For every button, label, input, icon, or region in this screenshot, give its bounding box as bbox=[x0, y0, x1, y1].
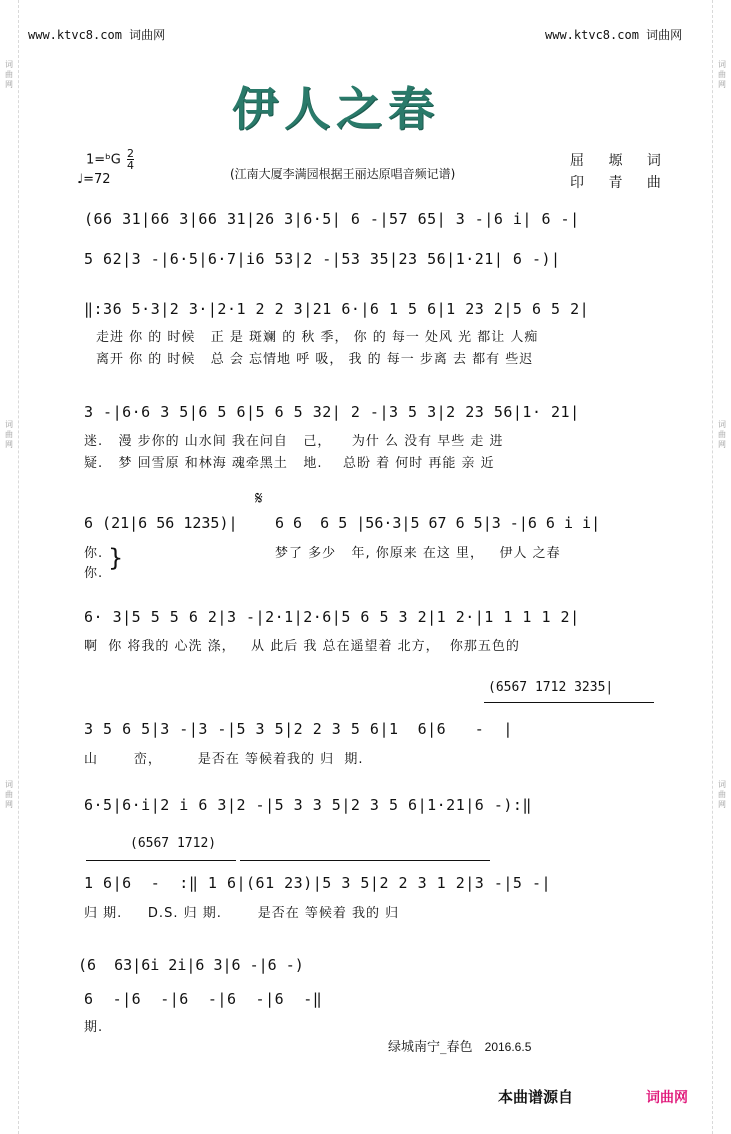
lyric-line-4-verse2: 疑. 梦 回雪原 和林海 魂牵黑土 地. 总盼 着 何时 再能 亲 近 bbox=[84, 456, 495, 471]
lyric-line-4-verse1: 迷. 漫 步你的 山水间 我在问自 己， 为什 么 没有 早些 走 进 bbox=[84, 434, 504, 449]
watermark-glyph: 网 bbox=[5, 800, 13, 809]
watermark-glyph: 网 bbox=[718, 440, 726, 449]
score-line-2: 5 62|3 -|6·5|6·7|i6 53|2 -|53 35|23 56|1·21| 6 -)| bbox=[84, 250, 561, 268]
watermark-glyph: 网 bbox=[718, 800, 726, 809]
header-site-right[interactable]: www.ktvc8.com 词曲网 bbox=[545, 28, 683, 42]
score-line-10: 6 -|6 -|6 -|6 -|6 -‖ bbox=[84, 990, 323, 1008]
watermark-glyph: 词 bbox=[5, 60, 13, 69]
lyric-line-10: 期. bbox=[84, 1020, 104, 1035]
watermark-glyph: 网 bbox=[718, 80, 726, 89]
footer-source-label: 本曲谱源自 bbox=[498, 1088, 574, 1106]
lyric-line-9: 归 期. D.S. 归 期. 是否在 等候着 我的 归 bbox=[84, 906, 400, 921]
watermark-glyph: 词 bbox=[718, 420, 726, 429]
watermark-glyph: 词 bbox=[5, 780, 13, 789]
watermark-glyph: 曲 bbox=[5, 790, 13, 799]
score-line-8: 6·5|6·i|2 i 6 3|2 -|5 3 3 5|2 3 5 6|1·21|6 -):‖ bbox=[84, 796, 532, 814]
lyric-line-5-verse1: 你. bbox=[84, 546, 104, 561]
lyric-line-3-verse2: 离开 你 的 时候 总 会 忘情地 呼 吸， 我 的 每一 步离 去 都有 些迟 bbox=[96, 352, 534, 367]
score-line-5-intro: 6 (21|6 56 1235)| bbox=[84, 514, 238, 532]
tempo-marking: ♩=72 bbox=[77, 172, 111, 187]
ending-bracket-1 bbox=[484, 702, 654, 703]
watermark-glyph: 词 bbox=[5, 420, 13, 429]
verse-brace: } bbox=[108, 544, 124, 572]
score-line-10-fill: (6 63|6i 2i|6 3|6 -|6 -) bbox=[78, 956, 304, 974]
transcriber-signature bbox=[388, 1036, 531, 1055]
lyric-line-7: 山 峦， 是否在 等候着我的 归 期. bbox=[84, 752, 364, 767]
watermark-glyph: 曲 bbox=[718, 790, 726, 799]
watermark-glyph: 曲 bbox=[5, 70, 13, 79]
score-line-6: 6· 3|5 5 5 6 2|3 -|2·1|2·6|5 6 5 3 2|1 2·|1 1 1 1 2| bbox=[84, 608, 580, 626]
time-sig-top: 2 bbox=[126, 147, 134, 160]
left-watermark-rail bbox=[0, 0, 19, 1134]
watermark-glyph: 曲 bbox=[5, 430, 13, 439]
score-line-1: (66 31|66 3|66 31|26 3|6·5| 6 -|57 65| 3 -|6 i| 6 -| bbox=[84, 210, 580, 228]
composer-credit: 印 青 曲 bbox=[570, 175, 671, 191]
score-line-3: ‖:36 5·3|2 3·|2·1 2 2 3|21 6·|6 1 5 6|1 23 2|5 6 5 2| bbox=[84, 300, 590, 318]
score-line-9: 1 6|6 - :‖ 1 6|(61 23)|5 3 5|2 2 3 1 2|3 -|5 -| bbox=[84, 874, 552, 892]
watermark-glyph: 词 bbox=[718, 780, 726, 789]
watermark-glyph: 曲 bbox=[718, 430, 726, 439]
key-signature bbox=[86, 149, 134, 171]
score-line-7: 3 5 6 5|3 -|3 -|5 3 5|2 2 3 5 6|1 6|6 - | bbox=[84, 720, 513, 738]
score-line-7-fill: (6567 1712 3235| bbox=[488, 680, 614, 695]
lyric-line-5-chorus: 梦了 多少 年, 你原来 在这 里， 伊人 之春 bbox=[275, 546, 561, 561]
header-site-left[interactable]: www.ktvc8.com 词曲网 bbox=[28, 28, 166, 42]
watermark-glyph: 词 bbox=[718, 60, 726, 69]
score-line-5-main: 6 6 6 5 |56·3|5 67 6 5|3 -|6 6 i i| bbox=[275, 514, 601, 532]
watermark-glyph: 网 bbox=[5, 440, 13, 449]
time-signature bbox=[127, 149, 134, 171]
lyric-line-3-verse1: 走进 你 的 时候 正 是 斑斓 的 秋 季， 你 的 每一 处风 光 都让 人痴 bbox=[96, 330, 539, 345]
segno-sign: 𝄋 bbox=[255, 488, 263, 509]
lyric-line-6: 啊 你 将我的 心洗 涤， 从 此后 我 总在遥望着 北方， 你那五色的 bbox=[84, 639, 520, 654]
footer-brand-link[interactable]: 词曲网 bbox=[646, 1090, 688, 1106]
signature-date: 2016.6.5 bbox=[484, 1040, 532, 1054]
transcription-note: (江南大厦李满园根据王丽达原唱音频记谱) bbox=[230, 167, 456, 181]
watermark-glyph: 网 bbox=[5, 80, 13, 89]
lyric-line-5-verse2: 你. bbox=[84, 566, 104, 581]
watermark-glyph: 曲 bbox=[718, 70, 726, 79]
signature-name: 绿城南宁_春色 bbox=[388, 1040, 473, 1055]
ending-bracket-2 bbox=[86, 860, 236, 861]
song-title: 伊人之春 bbox=[232, 82, 440, 136]
time-sig-bottom: 4 bbox=[126, 159, 134, 172]
right-watermark-rail bbox=[712, 0, 731, 1134]
score-line-9-fill: (6567 1712) bbox=[130, 836, 217, 851]
ending-bracket-3 bbox=[240, 860, 490, 861]
score-line-4: 3 -|6·6 3 5|6 5 6|5 6 5 32| 2 -|3 5 3|2 23 56|1· 21| bbox=[84, 403, 580, 421]
key-text: 1=ᵇG bbox=[86, 152, 121, 168]
lyricist-credit: 屈 塬 词 bbox=[570, 153, 671, 169]
